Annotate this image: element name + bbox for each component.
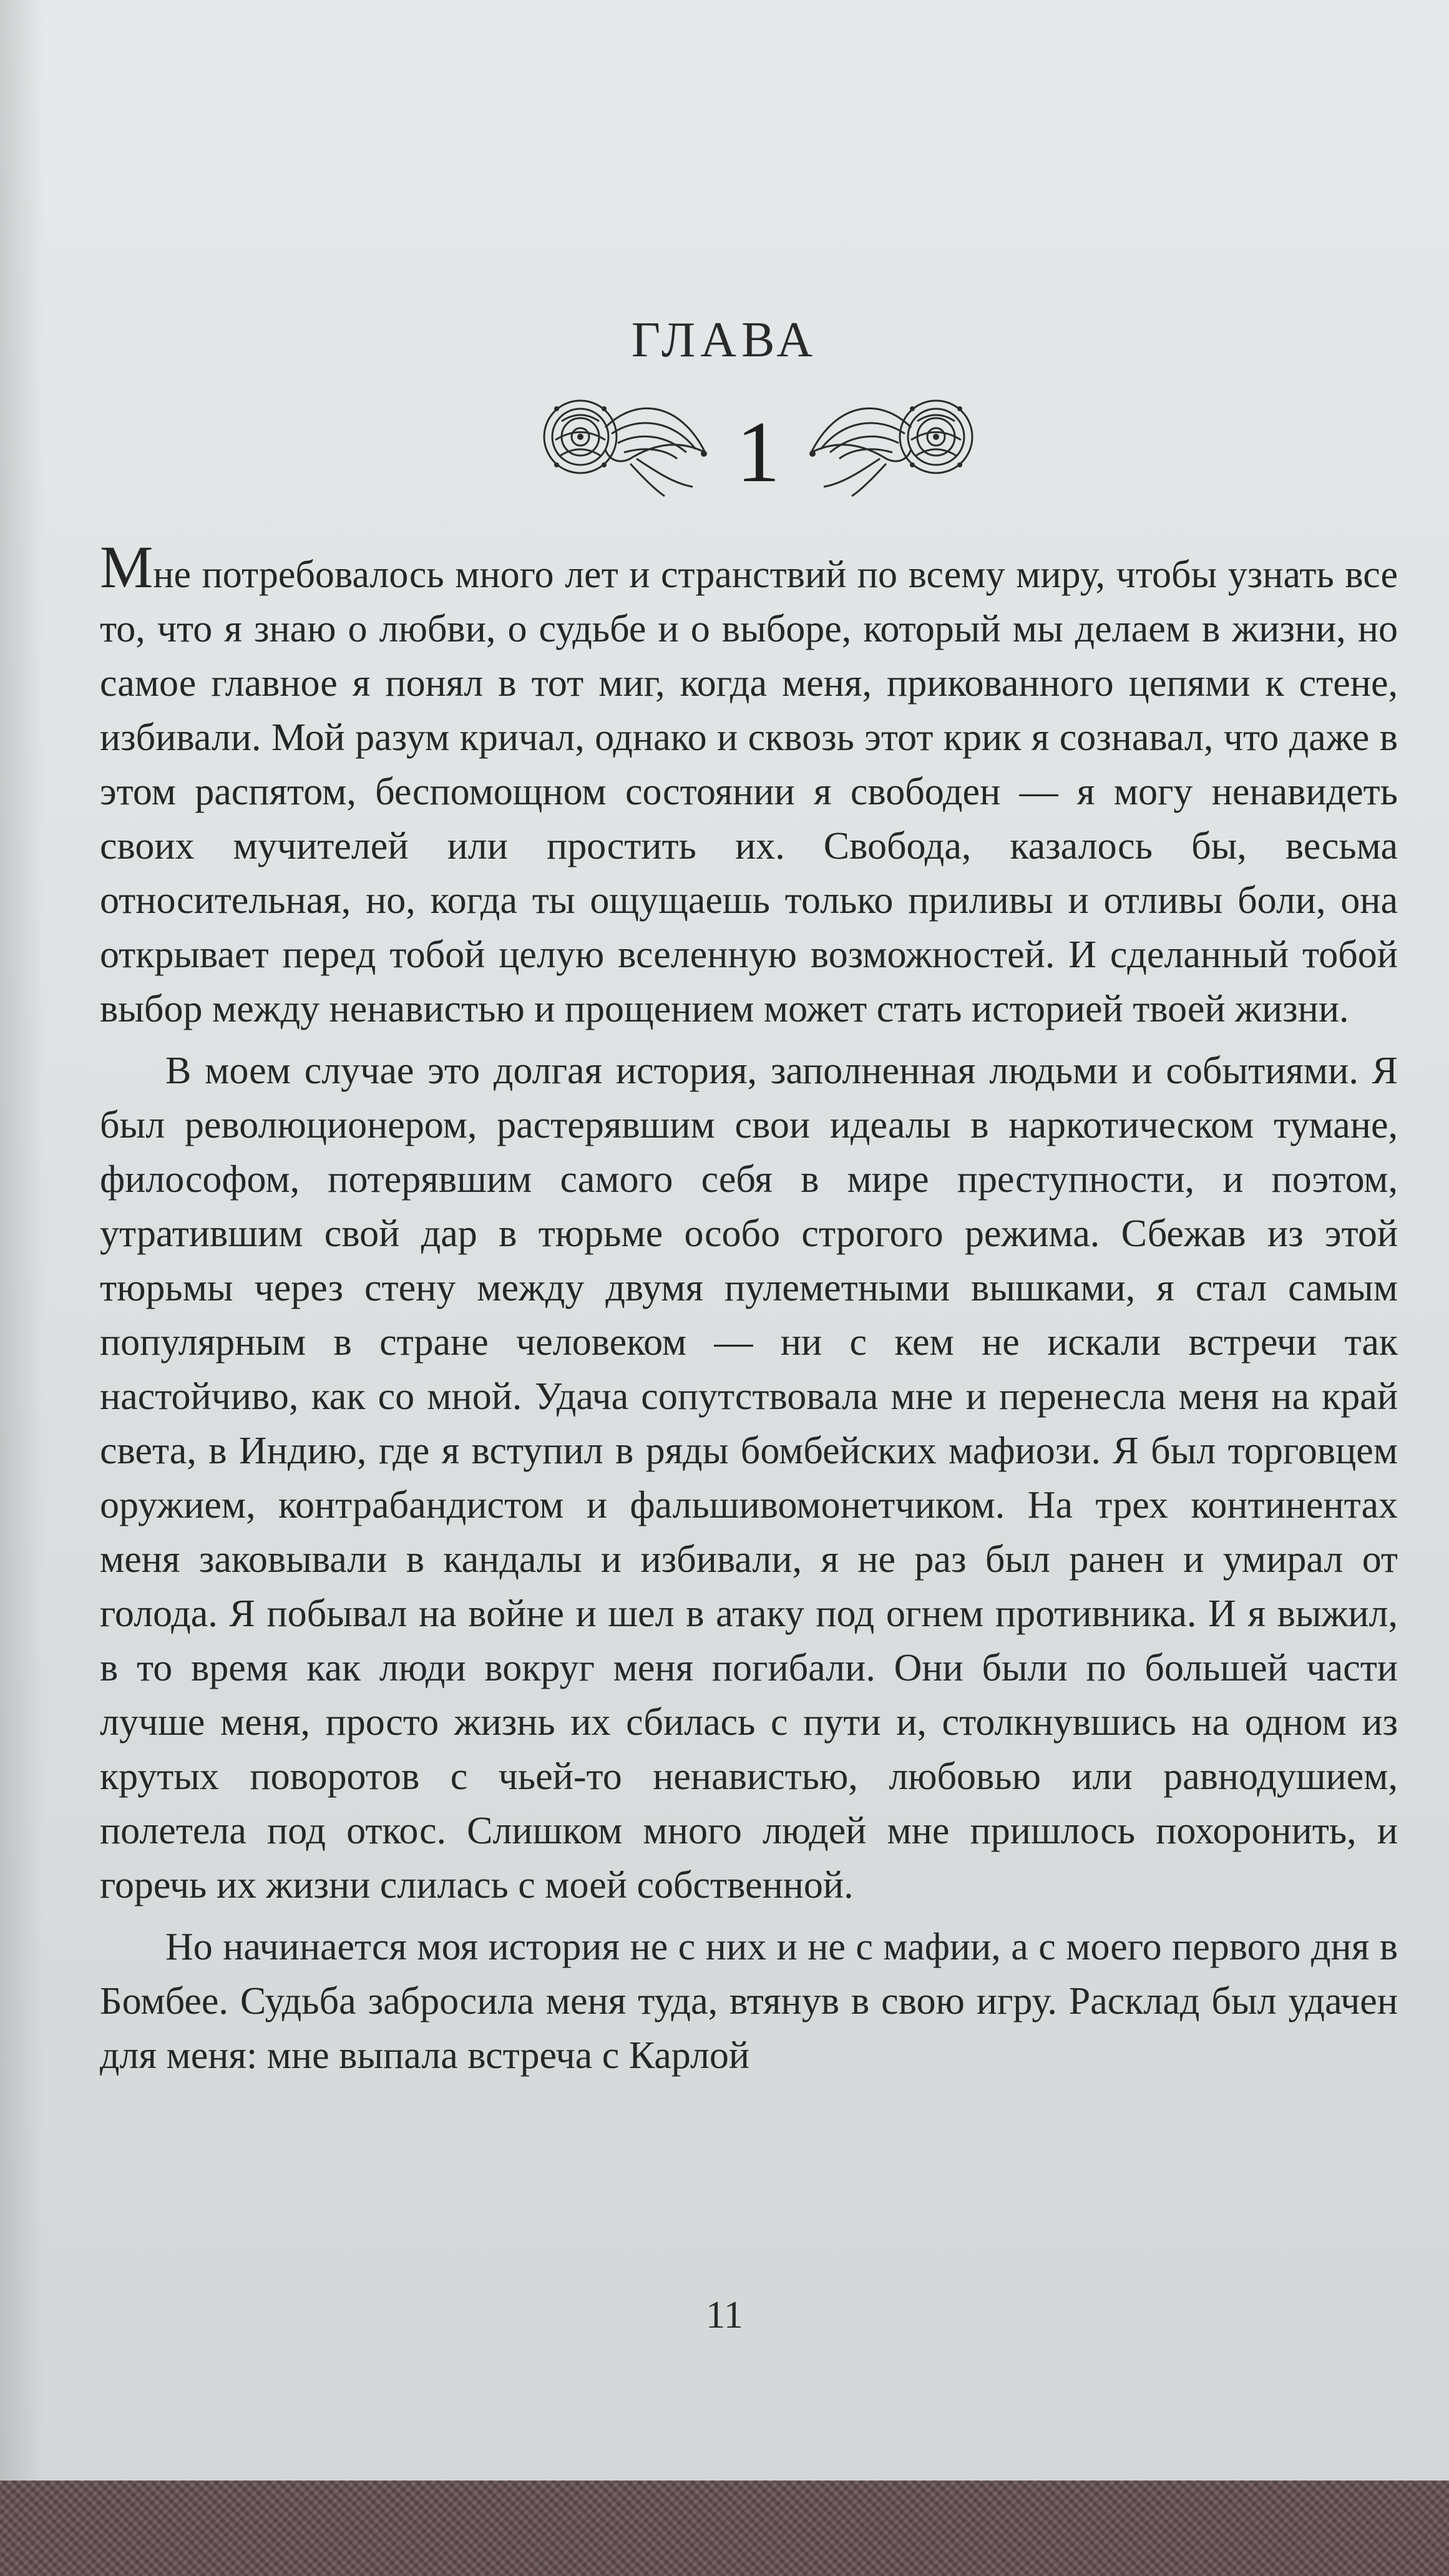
paragraph: В моем случае это долгая история, заполненная людьми и событиями. Я был революционером, растерявшим свои идеалы в наркотическом тумане, философом, потерявшим самого себя в мире преступности, и поэтом, утратившим свой дар в тюрьме особо строгого режима. Сбежав из этой тюрьмы через стену между двумя пулеметными вышками, я стал самым популярным в стране человеком — ни с кем не искали встречи так настойчиво, как со мной. Удача сопутствовала мне и перенесла меня на край света, в Индию, где я вступил в ряды бомбейских мафиози. Я был торговцем оружием, контрабандистом и фальшивомонетчиком. На трех континентах меня заковывали в кандалы и избивали, я не раз был ранен и умирал от голода. Я побывал на войне и шел в атаку под огнем противника. И я выжил, в то время как люди вокруг меня погибали. Они были по большей части лучше меня, просто жизнь их сбилась с пути и, столкнувшись на одном из крутых поворотов с чьей-то ненавистью, любовью или равнодушием, полетела под откос. Слишком много людей мне пришлось похоронить, и горечь их жизни слилась с моей собственной. <box>100 1050 1398 1906</box>
chapter-number: 1 <box>736 404 780 500</box>
page-number: 11 <box>706 2294 743 2336</box>
paisley-ornament-icon <box>537 384 718 502</box>
paisley-ornament-icon <box>799 384 980 502</box>
chapter-number-row <box>0 384 1449 502</box>
chapter-heading: ГЛАВА <box>631 313 818 368</box>
page-gutter-shadow <box>0 0 44 2481</box>
paragraph: Мне потребовалось много лет и странствий по всему миру, чтобы узнать все то, что я знаю о любви, о судьбе и о выборе, который мы делаем в жизни, но самое главное я понял в тот миг, когда меня, прикованного цепями к стене, избивали. Мой разум кричал, однако и сквозь этот крик я сознавал, что даже в этом распятом, беспомощном состоянии я свободен — я могу ненавидеть своих мучителей или простить их. Свобода, казалось бы, весьма относительная, но, когда ты ощущаешь только приливы и отливы боли, она открывает перед тобой целую вселенную возможностей. И сделанный тобой выбор между ненавистью и прощением может стать историей твоей жизни. <box>100 534 1398 1030</box>
paragraph: Но начинается моя история не с них и не с мафии, а с моего первого дня в Бомбее. Судьба забросила меня туда, втянув в свою игру. Расклад был удачен для меня: мне выпала встреча с Карлой <box>100 1926 1398 2077</box>
chapter-body <box>100 534 1398 2083</box>
table-cloth-background <box>0 2481 1449 2576</box>
